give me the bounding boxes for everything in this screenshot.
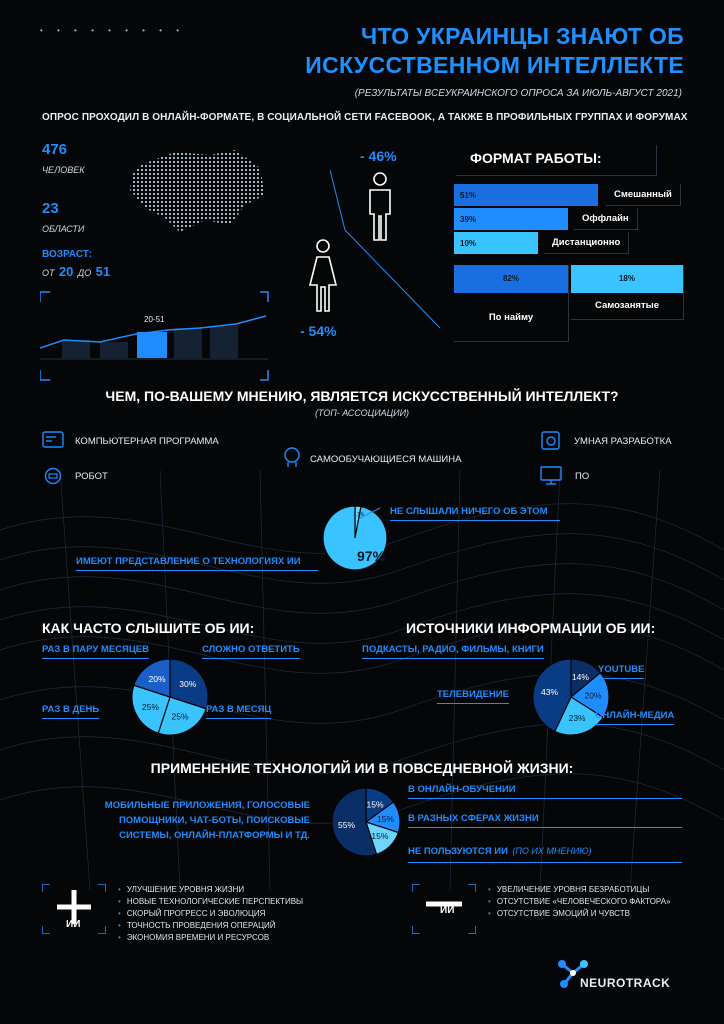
format-label-0: Смешанный — [606, 184, 681, 206]
format-bar-2: 10% — [454, 232, 538, 254]
pie-value-label: 43% — [540, 687, 559, 698]
hired-bar: 82% — [454, 265, 568, 293]
assoc-item-robot: РОБОТ — [75, 471, 108, 482]
pros-item: • НОВЫЕ ТЕХНОЛОГИЧЕСКИЕ ПЕРСПЕКТИВЫ — [118, 896, 303, 908]
decor-dots: • • • • • • • • • — [40, 26, 185, 35]
usage-label-no-use: НЕ ПОЛЬЗУЮТСЯ ИИ (ПО ИХ МНЕНИЮ) — [408, 841, 682, 863]
src-label-tv: ТЕЛЕВИДЕНИЕ — [437, 689, 509, 704]
cons-list — [488, 884, 671, 920]
people-label: ЧЕЛОВЕК — [42, 165, 85, 175]
heard-nothing-label: НЕ СЛЫШАЛИ НИЧЕГО ОБ ЭТОМ — [390, 506, 548, 517]
freq-label-day: РАЗ В ДЕНЬ — [42, 704, 99, 719]
pros-item: • ЭКОНОМИЯ ВРЕМЕНИ И РЕСУРСОВ — [118, 932, 303, 944]
robot-icon — [44, 466, 62, 486]
pie-value-label: 15% — [376, 813, 395, 824]
assoc-item-software: ПО — [575, 471, 590, 482]
format-label-1: Оффлайн — [574, 208, 638, 230]
male-percent: - 46% — [360, 148, 397, 164]
program-icon — [42, 430, 64, 450]
cons-item: • ОТСУТСТВИЕ ЭМОЦИЙ И ЧУВСТВ — [488, 908, 671, 920]
cons-item: • ОТСУТСТВИЕ «ЧЕЛОВЕЧЕСКОГО ФАКТОРА» — [488, 896, 671, 908]
freq-label-hard: СЛОЖНО ОТВЕТИТЬ — [202, 644, 300, 659]
age-label: ВОЗРАСТ: — [42, 249, 93, 260]
usage-pie — [324, 782, 414, 862]
have-idea-underline — [76, 570, 318, 571]
divider-line — [330, 170, 450, 330]
src-label-online-media: ОНЛАЙН-МЕДИА — [595, 710, 674, 725]
cons-item: • УВЕЛИЧЕНИЕ УРОВНЯ БЕЗРАБОТИЦЫ — [488, 884, 671, 896]
pie-value-label: 30% — [179, 679, 197, 689]
usage-title: ПРИМЕНЕНИЕ ТЕХНОЛОГИЙ ИИ В ПОВСЕДНЕВНОЙ ЖИЗНИ: — [150, 760, 574, 776]
cons-tag: ИИ — [440, 905, 455, 916]
src-label-podcasts: ПОДКАСТЫ, РАДИО, ФИЛЬМЫ, КНИГИ — [362, 644, 544, 659]
pie-value-label: 23% — [568, 713, 586, 724]
pie-value-label: 15% — [366, 799, 384, 810]
pie-value-label: 25% — [141, 702, 159, 712]
assoc-subtitle: (ТОП- АССОЦИАЦИИ) — [314, 408, 410, 418]
pie-value-label: 20% — [584, 690, 602, 701]
self-box — [571, 265, 684, 320]
format-bar-0: 51% — [454, 184, 598, 206]
page-subtitle: (РЕЗУЛЬТАТЫ ВСЕУКРАИНСКОГО ОПРОСА ЗА ИЮЛЬ-АВГУСТ 2021) — [354, 88, 682, 99]
format-bar-1: 39% — [454, 208, 568, 230]
people-count: 476 — [42, 141, 68, 158]
pie-value-label: 25% — [171, 711, 189, 722]
age-range: ОТ 20 ДО 51 — [42, 264, 111, 279]
pros-tag: ИИ — [66, 919, 81, 930]
age-range-tag: 20-51 — [144, 315, 165, 324]
pie-value-label: 20% — [148, 674, 166, 685]
pros-item: • ТОЧНОСТЬ ПРОВЕДЕНИЯ ОПЕРАЦИЙ — [118, 920, 303, 932]
gear-icon — [540, 430, 562, 452]
monitor-icon — [540, 466, 562, 486]
heard-nothing-underline — [390, 520, 560, 521]
regions-count: 23 — [42, 200, 59, 217]
pie-value-label: 55% — [337, 820, 356, 831]
self-label: Самозанятые — [594, 300, 660, 311]
usage-label-online-edu: В ОНЛАЙН-ОБУЧЕНИИ — [408, 784, 682, 799]
brand-name: NEUROTRACK — [580, 976, 671, 990]
format-title: ФОРМАТ РАБОТЫ: — [470, 150, 602, 166]
female-percent: - 54% — [300, 323, 337, 339]
src-label-youtube: YOUTUBE — [598, 664, 644, 679]
format-title-box — [456, 145, 657, 176]
regions-label: ОБЛАСТИ — [42, 224, 85, 234]
hired-label: По найму — [488, 312, 534, 323]
self-bar: 18% — [571, 265, 683, 293]
frequency-pie — [125, 652, 215, 742]
hired-box — [454, 265, 569, 342]
freq-label-months: РАЗ В ПАРУ МЕСЯЦЕВ — [42, 644, 149, 659]
pie-value-label: 14% — [571, 672, 589, 683]
usage-label-spheres: В РАЗНЫХ СФЕРАХ ЖИЗНИ — [408, 813, 682, 828]
pros-list — [118, 884, 303, 944]
frequency-title: КАК ЧАСТО СЛЫШИТЕ ОБ ИИ: — [42, 620, 255, 636]
assoc-title: ЧЕМ, ПО-ВАШЕМУ МНЕНИЮ, ЯВЛЯЕТСЯ ИСКУССТВЕННЫЙ ИНТЕЛЛЕКТ? — [105, 388, 619, 404]
sources-title: ИСТОЧНИКИ ИНФОРМАЦИИ ОБ ИИ: — [406, 620, 656, 636]
usage-left-text: МОБИЛЬНЫЕ ПРИЛОЖЕНИЯ, ГОЛОСОВЫЕ ПОМОЩНИКИ, ЧАТ-БОТЫ, ПОИСКОВЫЕ СИСТЕМЫ, ОНЛАЙН-ПЛАТФОРМЫ И ТД. — [104, 800, 310, 841]
ukraine-map — [120, 140, 270, 240]
assoc-item-smart-dev: УМНАЯ РАЗРАБОТКА — [574, 436, 672, 447]
awareness-small-pct: 3% — [357, 512, 365, 518]
have-idea-label: ИМЕЮТ ПРЕДСТАВЛЕНИЕ О ТЕХНОЛОГИЯХ ИИ — [76, 556, 301, 567]
assoc-item-program: КОМПЬЮТЕРНАЯ ПРОГРАММА — [75, 436, 219, 447]
pros-item: • СКОРЫЙ ПРОГРЕСС И ЭВОЛЮЦИЯ — [118, 908, 303, 920]
awareness-main-pct: 97% — [357, 548, 386, 564]
machine-learning-icon — [282, 446, 302, 468]
survey-intro: ОПРОС ПРОХОДИЛ В ОНЛАЙН-ФОРМАТЕ, В СОЦИАЛЬНОЙ СЕТИ FACEBOOK, А ТАКЖЕ В ПРОФИЛЬНЫХ ГРУППАХ И ФОРУМАХ — [42, 112, 688, 123]
pie-value-label: 15% — [371, 830, 389, 841]
age-chart — [40, 290, 270, 382]
format-label-2: Дистанционно — [544, 232, 629, 254]
page-title: ЧТО УКРАИНЦЫ ЗНАЮТ ОБ ИСКУССТВЕННОМ ИНТЕЛЛЕКТЕ — [305, 23, 684, 78]
assoc-item-ml: САМООБУЧАЮЩИЕСЯ МАШИНА — [310, 454, 462, 465]
pros-item: • УЛУЧШЕНИЕ УРОВНЯ ЖИЗНИ — [118, 884, 303, 896]
freq-label-month: РАЗ В МЕСЯЦ — [206, 704, 271, 719]
